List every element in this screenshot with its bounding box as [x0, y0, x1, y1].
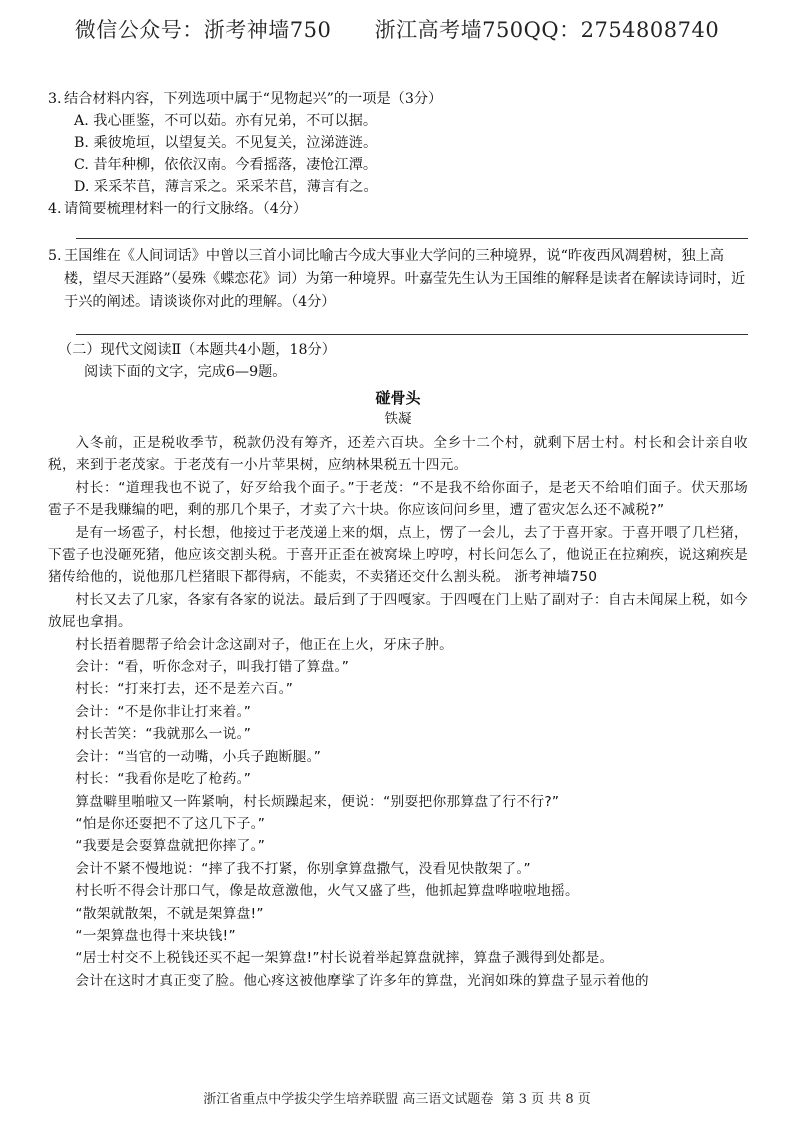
story-paragraph: “一架算盘也得十来块钱!” [75, 927, 236, 944]
story-paragraph: 村长苦笑：“我就那么一说。” [75, 726, 252, 743]
story-paragraph: 算盘噼里啪啦又一阵紧响，村长烦躁起来，便说：“别耍把你那算盘了行不行?” [75, 793, 560, 810]
story-author: 铁凝 [384, 411, 412, 427]
story-body [48, 432, 748, 992]
question-5-stem: 王国维在《人间词话》中曾以三首小词比喻古今成大事业大学问的三种境界，说“昨夜西风凋碧树，独上高楼，望尽天涯路”（晏殊《蝶恋花》词）为第一种境界。叶嘉莹先生认为王国维的解释是读者在解读诗词时，近于兴的阐述。请谈谈你对此的理解。（4分） [64, 248, 746, 310]
footer-page-number: 第 3 页 共 8 页 [501, 1092, 591, 1107]
section-2-heading: （二）现代文阅读Ⅱ（本题共4小题，18分） [58, 342, 336, 358]
option-a: A. 我心匪鉴，不可以茹。亦有兄弟，不可以据。 [74, 113, 378, 129]
header-wechat: 微信公众号：浙考神墙750 [74, 18, 332, 42]
story-paragraph: 会计：“看，听你念对子，叫我打错了算盘。” [75, 659, 350, 676]
story-title: 碰骨头 [375, 389, 421, 407]
story-paragraph: 村长：“打来打去，还不是差六百。” [75, 681, 294, 698]
question-4 [48, 198, 748, 220]
question-3 [48, 88, 748, 110]
story-paragraph: 会计：“不是你非让打来着。” [75, 703, 252, 720]
footer-exam-title: 浙江省重点中学拔尖学生培养联盟 高三语文试题卷 [203, 1092, 494, 1107]
header-qq: 浙江高考墙750QQ：2754808740 [374, 18, 720, 42]
story-paragraph: 会计：“当官的一动嘴，小兵子跑断腿。” [75, 748, 322, 765]
story-paragraph: 会计不紧不慢地说：“摔了我不打紧，你别拿算盘撒气，没看见快散架了。” [75, 860, 531, 877]
story-paragraph: “散架就散架，不就是架算盘!” [75, 905, 264, 922]
question-5 [48, 245, 748, 314]
story-paragraph: 会计在这时才真正变了脸。他心疼这被他摩挲了许多年的算盘，光润如珠的算盘子显示着他的 [75, 972, 649, 989]
option-d: D. 采采芣苢，薄言采之。采采芣苢，薄言有之。 [74, 179, 378, 195]
page-content [48, 88, 748, 992]
question-3-number: 3. [48, 91, 62, 107]
option-b: B. 乘彼垝垣，以望复关。不见复关，泣涕涟涟。 [74, 135, 378, 151]
page-footer [0, 1088, 794, 1107]
story-paragraph: 是有一场雹子，村长想，他接过于老茂递上来的烟，点上，愣了一会儿，去了于喜开家。于喜开喂了几栏猪，下雹子也没砸死猪，他应该交割头税。于喜开正歪在被窝垛上哼哼，村长问怎么了，他说正在拉痢疾，说这痢疾是猪传给他的，说他那几栏猪眼下都得病，不能卖，不卖猪还交什么割头税。 浙考神墙750 [48, 524, 748, 586]
story-paragraph: 村长捂着腮帮子给会计念这副对子，他正在上火，牙床子肿。 [75, 636, 454, 653]
story-paragraph: 入冬前，正是税收季节，税款仍没有筹齐，还差六百块。全乡十二个村，就剩下居士村。村长和会计亲自收税，来到于老茂家。于老茂有一小片苹果树，应纳林果税五十四元。 [48, 435, 748, 474]
story-paragraph: “居士村交不上税钱还买不起一架算盘!”村长说着举起算盘就摔，算盘子溅得到处都是。 [75, 950, 614, 967]
page-header [0, 14, 794, 44]
question-4-stem: 请简要梳理材料一的行文脉络。（4分） [64, 201, 308, 217]
story-paragraph: “怕是你还耍把不了这几下子。” [75, 815, 266, 832]
story-paragraph: 村长听不得会计那口气，像是故意激他，火气又盛了些，他抓起算盘哗啦啦地摇。 [75, 883, 579, 900]
question-3-stem: 结合材料内容，下列选项中属于“见物起兴”的一项是（3分） [64, 91, 443, 107]
story-paragraph: 村长：“道理我也不说了，好歹给我个面子。”于老茂：“不是我不给你面子，是老天不给咱们面子。伏天那场雹子不是我赚编的吧，剩的那几个果子，才卖了六十块。你应该问问乡里，遭了雹灾怎么还不减税?” [48, 479, 748, 519]
story-paragraph: “我要是会耍算盘就把你摔了。” [75, 838, 266, 855]
option-c: C. 昔年种柳，依依汉南。今看摇落，凄怆江潭。 [74, 157, 378, 173]
question-5-number: 5. [48, 248, 62, 264]
story-paragraph: 村长：“我看你是吃了枪药。” [75, 771, 252, 788]
question-4-number: 4. [48, 201, 62, 217]
story-paragraph: 村长又去了几家，各家有各家的说法。最后到了于四嘎家。于四嘎在门上贴了副对子：自古未闻屎上税，如今放屁也拿捐。 [48, 591, 748, 631]
section-2-instruction: 阅读下面的文字，完成6—9题。 [84, 364, 287, 380]
